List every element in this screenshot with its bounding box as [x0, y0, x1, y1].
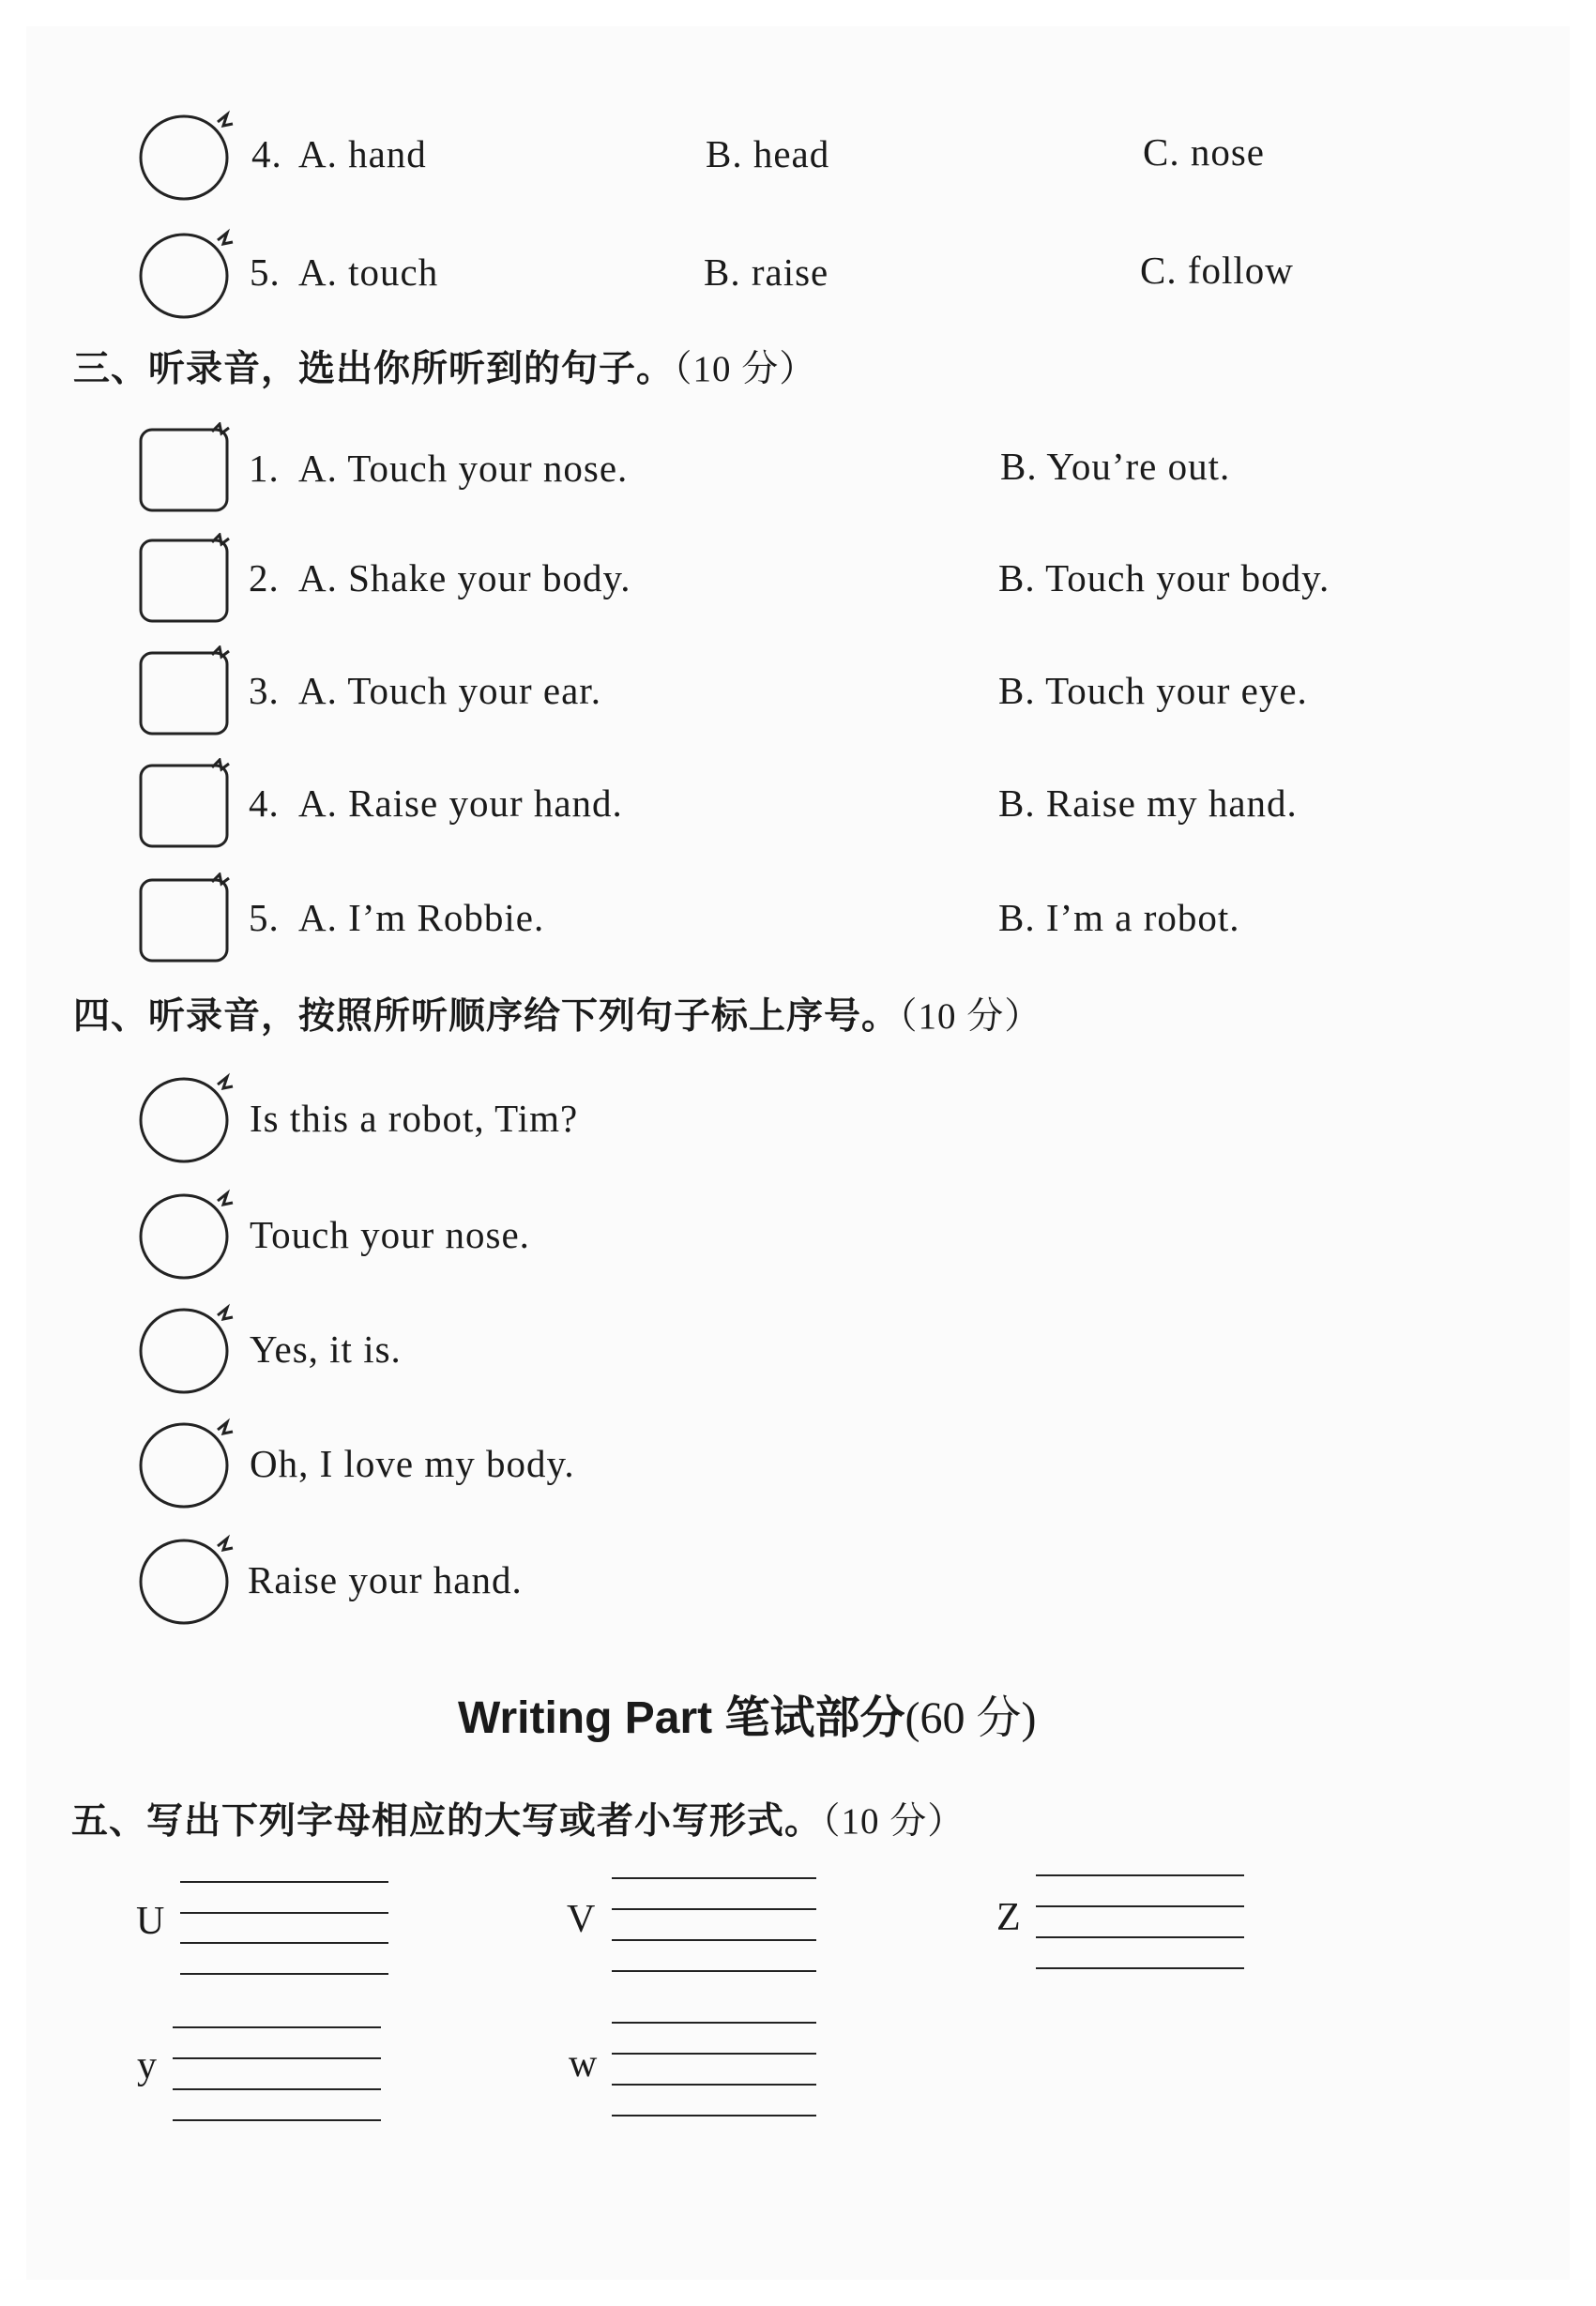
order-circle[interactable]: [137, 1302, 240, 1396]
section-3-score: （10 分）: [674, 349, 817, 389]
order-circle[interactable]: [137, 1188, 240, 1282]
sentence-number: 2.: [249, 556, 280, 599]
section-5-title: 五、写出下列字母相应的大写或者小写形式。: [71, 1800, 823, 1843]
answer-circle[interactable]: [137, 109, 240, 203]
writing-line[interactable]: [1036, 1905, 1244, 1907]
writing-line[interactable]: [180, 1912, 388, 1914]
letter-prompt: Z: [996, 1896, 1021, 1939]
writing-part-en: Writing Part: [458, 1693, 713, 1743]
sentence-a: A. Touch your ear.: [298, 669, 601, 712]
answer-circle[interactable]: [137, 227, 240, 321]
writing-part-score: (60 分): [904, 1693, 1037, 1743]
writing-line[interactable]: [1036, 1936, 1244, 1938]
answer-box[interactable]: [137, 872, 240, 966]
writing-line[interactable]: [612, 1970, 816, 1972]
sentence-number: 5.: [249, 896, 280, 939]
writing-line[interactable]: [612, 1939, 816, 1941]
section-4-heading: [73, 987, 1041, 1039]
writing-line[interactable]: [173, 2026, 381, 2028]
answer-box[interactable]: [137, 533, 240, 627]
writing-line[interactable]: [612, 1877, 816, 1879]
writing-line[interactable]: [180, 1881, 388, 1883]
option-number: 4.: [251, 132, 282, 175]
answer-box[interactable]: [137, 422, 240, 516]
option-a: A. hand: [298, 132, 427, 175]
writing-line[interactable]: [612, 1908, 816, 1910]
answer-box[interactable]: [137, 645, 240, 739]
sentence-number: 1.: [249, 447, 280, 490]
option-c: C. nose: [1143, 130, 1265, 174]
sentence-a: A. Shake your body.: [298, 556, 631, 599]
order-circle[interactable]: [137, 1071, 240, 1165]
sentence-number: 3.: [249, 669, 280, 712]
sentence-b: B. Touch your body.: [998, 556, 1330, 599]
writing-part-cn: 笔试部分: [724, 1692, 905, 1744]
sentence-a: A. Raise your hand.: [298, 781, 623, 825]
letter-prompt: y: [137, 2044, 157, 2087]
sentence-a: A. I’m Robbie.: [298, 896, 545, 939]
section-4-score: （10 分）: [899, 996, 1042, 1037]
letter-prompt: V: [567, 1898, 596, 1941]
section-5-score: （10 分）: [822, 1801, 965, 1842]
option-number: 5.: [250, 250, 281, 294]
writing-line[interactable]: [173, 2057, 381, 2059]
writing-part-title: [458, 1681, 1036, 1746]
section-4-title: 四、听录音，按照所听顺序给下列句子标上序号。: [73, 995, 900, 1038]
writing-line[interactable]: [173, 2119, 381, 2121]
writing-line[interactable]: [612, 2084, 816, 2086]
writing-line[interactable]: [1036, 1967, 1244, 1969]
writing-line[interactable]: [180, 1973, 388, 1975]
section-3-title: 三、听录音，选出你所听到的句子。: [73, 348, 675, 390]
letter-prompt: U: [136, 1900, 165, 1943]
sentence-number: 4.: [249, 781, 280, 825]
order-sentence: Raise your hand.: [248, 1558, 523, 1601]
writing-line[interactable]: [612, 2115, 816, 2116]
writing-line[interactable]: [180, 1942, 388, 1944]
answer-box[interactable]: [137, 758, 240, 852]
letter-prompt: w: [569, 2042, 598, 2086]
sentence-b: B. Raise my hand.: [998, 781, 1298, 825]
section-3-heading: [73, 340, 816, 392]
order-circle[interactable]: [137, 1417, 240, 1510]
sentence-b: B. Touch your eye.: [998, 669, 1308, 712]
option-c: C. follow: [1140, 249, 1294, 292]
order-sentence: Yes, it is.: [250, 1327, 402, 1371]
option-b: B. head: [706, 132, 830, 175]
sentence-b: B. I’m a robot.: [998, 896, 1240, 939]
writing-line[interactable]: [1036, 1874, 1244, 1876]
order-sentence: Oh, I love my body.: [250, 1442, 575, 1485]
option-a: A. touch: [298, 250, 439, 294]
writing-line[interactable]: [173, 2088, 381, 2090]
order-circle[interactable]: [137, 1533, 240, 1627]
section-5-heading: [71, 1792, 965, 1844]
option-b: B. raise: [704, 250, 829, 294]
order-sentence: Touch your nose.: [250, 1213, 530, 1256]
writing-line[interactable]: [612, 2022, 816, 2024]
sentence-a: A. Touch your nose.: [298, 447, 629, 490]
writing-line[interactable]: [612, 2053, 816, 2055]
sentence-b: B. You’re out.: [1000, 445, 1231, 488]
order-sentence: Is this a robot, Tim?: [250, 1097, 579, 1140]
